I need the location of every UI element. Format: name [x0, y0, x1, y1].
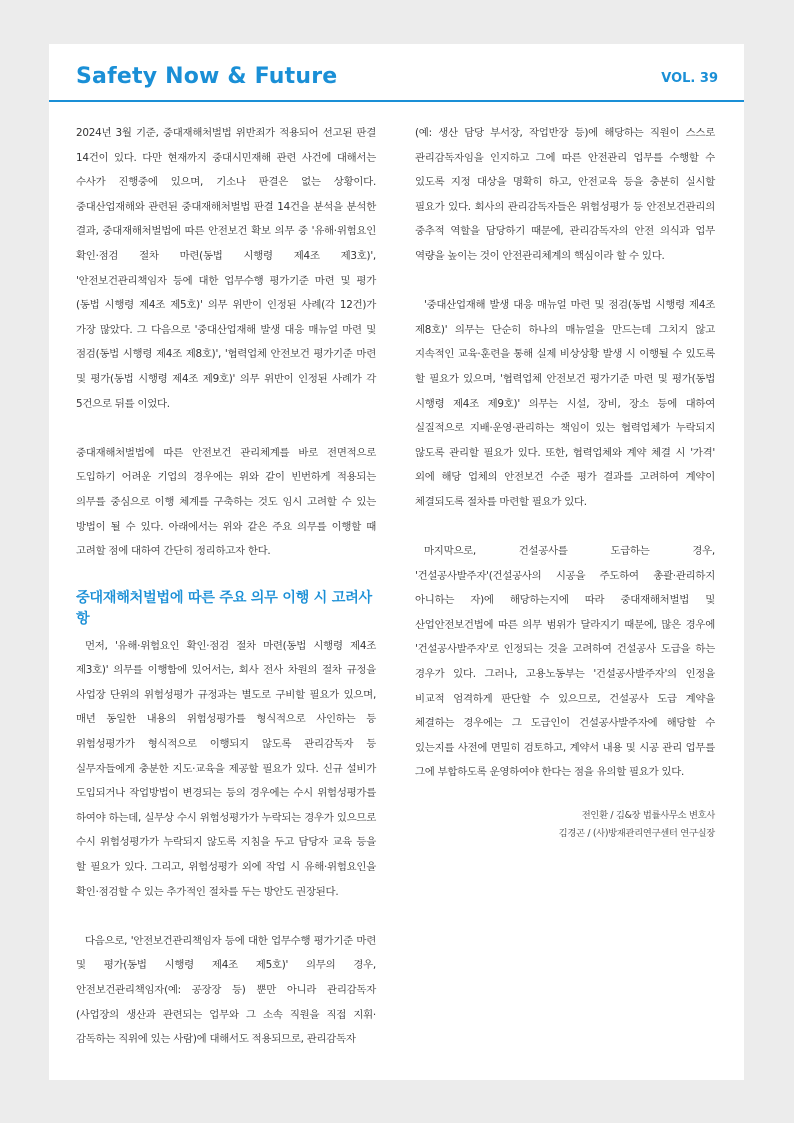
author-credit: 전인환 / 김&장 법률사무소 변호사 [581, 810, 715, 822]
header-divider [49, 100, 744, 102]
document-page [49, 44, 744, 1080]
paragraph: '중대산업재해 발생 대응 매뉴얼 마련 및 점검(동법 시행령 제4조 제8호)' 의무는 단순히 하나의 매뉴얼을 만드는데 그치지 않고 지속적인 교육·훈련을 통해 실제 비상상황 발생 시 이행될 수 있도록 할 필요가 있으며, '협력업체 안전보건 평가기준 마련 및 평가(동법 시행령 제4조 제9호)' 의무는 시설, 장비, 장소 등에 대하여 실질적으로 지배·운영·관리하는 책임이 있는 협력업체가 누락되지 않도록 관리할 필요가 있다. 또한, 협력업체와 계약 체결 시 '가격' 외에 해당 업체의 안전보건 수준 평가 결과를 고려하여 계약이 체결되도록 절차를 마련할 필요가 있다. [415, 299, 715, 508]
paragraph: 중대재해처벌법에 따른 안전보건 관리체계를 바로 전면적으로 도입하기 어려운 기업의 경우에는 위와 같이 빈번하게 적용되는 의무를 중심으로 이행 체계를 구축하는 것도 임시 고려할 수 있는 방법이 될 수 있다. 아래에서는 위와 같은 주요 의무를 이행할 때 고려할 점에 대하여 간단히 정리하고자 한다. [76, 446, 376, 558]
paragraph: 2024년 3월 기준, 중대재해처벌법 위반죄가 적용되어 선고된 판결 14건이 있다. 다만 현재까지 중대시민재해 관련 사건에 대해서는 수사가 진행중에 있으며, 기소나 판결은 없는 상황이다. 중대산업재해와 관련된 중대재해처벌법 판결 14건을 분석을 분석한 결과, 중대재해처벌법에 따른 안전보건 확보 의무 중 '유해·위험요인 확인·점검 절차 마련(동법 시행령 제4조 제3호)', '안전보건관리책임자 등에 대한 업무수행 평가기준 마련 및 평가(동법 시행령 제4조 제5호)' 의무 위반이 인정된 사례(각 12건)가 가장 많았다. 그 다음으로 '중대산업재해 발생 대응 매뉴얼 마련 및 점검(동법 시행령 제4조 제8호)', '협력업체 안전보건 평가기준 마련 및 평가(동법 시행령 제4조 제9호)' 의무 위반이 인정된 사례가 각 5건으로 뒤를 이었다. [76, 127, 376, 410]
author-credits [415, 807, 715, 843]
paragraph: 마지막으로, 건설공사를 도급하는 경우, '건설공사발주자'(건설공사의 시공을 주도하여 총괄·관리하지 아니하는 자)에 해당하는지에 따라 중대재해처벌법 및 산업안전보건법에 따른 의무 범위가 달라지기 때문에, 많은 경우에 '건설공사발주자'로 인정되는 것을 고려하여 건설공사 도급을 하는 경우가 있다. 그러나, 고용노동부는 '건설공사발주자'의 인정을 비교적 엄격하게 판단할 수 있으므로, 건설공사 도급 계약을 체결하는 경우에는 그 도급인이 건설공사발주자에 해당할 수 있는지를 사전에 면밀히 검토하고, 계약서 내용 및 시공 관리 업무를 그에 부합하도록 운영하여야 한다는 점을 유의할 필요가 있다. [415, 545, 715, 779]
author-credit: 김경곤 / (사)방재관리연구센터 연구실장 [558, 828, 715, 840]
paragraph: 먼저, '유해·위험요인 확인·점검 절차 마련(동법 시행령 제4조 제3호)' 의무를 이행함에 있어서는, 회사 전사 차원의 절차 규정을 사업장 단위의 위험성평가 규정과는 별도로 구비할 필요가 있으며, 매년 동일한 내용의 위험성평가를 형식적으로 사인하는 등 위험성평가가 형식적으로 이행되지 않도록 관리감독자 등 실무자들에게 충분한 지도·교육을 제공할 필요가 있다. 신규 설비가 도입되거나 작업방법이 변경되는 등의 경우에는 수시 위험성평가를 하여야 하는데, 실무상 수시 위험성평가가 누락되는 경우가 있으므로 수시 위험성평가가 누락되지 않도록 지침을 두고 담당자 교육 등을 할 필요가 있다. 그리고, 위험성평가 외에 작업 시 유해·위험요인을 확인·점검할 수 있는 추가적인 절차를 두는 방안도 권장된다. [76, 639, 376, 898]
paragraph: 다음으로, '안전보건관리책임자 등에 대한 업무수행 평가기준 마련 및 평가(동법 시행령 제4조 제5호)' 의무의 경우, 안전보건관리책임자(예: 공장장 등) 뿐만 아니라 관리감독자(사업장의 생산과 관련되는 업무와 그 소속 직원을 직접 지휘·감독하는 직위에 있는 사람)에 대해서도 적용되므로, 관리감독자 [76, 934, 376, 1046]
right-column [415, 121, 715, 843]
left-column [76, 121, 376, 1052]
volume-number: VOL. 39 [661, 71, 718, 86]
page-header [49, 44, 744, 100]
magazine-title: Safety Now & Future [76, 64, 338, 89]
paragraph: (예: 생산 담당 부서장, 작업반장 등)에 해당하는 직원이 스스로 관리감독자임을 인지하고 그에 따른 안전관리 업무를 수행할 수 있도록 지정 대상을 명확히 하고, 안전교육 등을 충분히 실시할 필요가 있다. 회사의 관리감독자들은 위험성평가 등 안전보건관리의 중추적 역할을 담당하기 때문에, 관리감독자의 안전 의식과 업무 역량을 높이는 것이 안전관리체계의 핵심이라 할 수 있다. [415, 127, 715, 262]
section-heading: 중대재해처벌법에 따른 주요 의무 이행 시 고려사항 [76, 589, 372, 627]
